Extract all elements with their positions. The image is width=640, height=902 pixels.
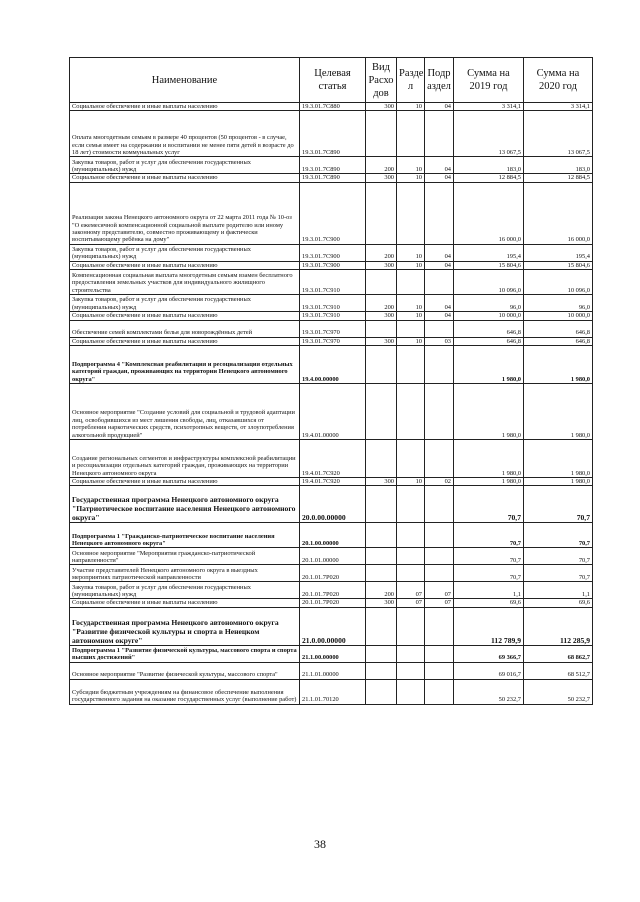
row-sum-2020: 12 884,5 [524, 174, 593, 182]
row-target-article: 20.0.00.00000 [300, 486, 366, 523]
table-header-row [70, 58, 593, 103]
table-row [70, 320, 593, 337]
row-expense-type: 300 [366, 103, 397, 111]
row-name: Создание региональных сегментов и инфраструктуры комплексной реабилитации и ресоциализации отдельных категорий граждан, проживающих на территории Ненецкого автономного округа [70, 440, 300, 478]
row-target-article: 19.3.01.7С910 [300, 295, 366, 312]
row-name: Государственная программа Ненецкого автономного округа "Развитие физической культуры и спорта в Ненецком автономном округе" [70, 607, 300, 645]
row-sum-2020: 1 980,0 [524, 346, 593, 384]
row-sum-2020: 50 232,7 [524, 679, 593, 704]
row-sum-2019: 1 980,0 [454, 346, 524, 384]
row-section [397, 662, 425, 679]
row-section: 10 [397, 295, 425, 312]
table-row [70, 645, 593, 662]
row-name: Оплата многодетным семьям в размере 40 процентов (50 процентов - в случае, если семья имеет на содержании и воспитании не менее пяти детей в возрасте до 18 лет) стоимости коммунальных услуг [70, 111, 300, 157]
row-expense-type [366, 182, 397, 244]
row-target-article: 19.3.01.7С900 [300, 182, 366, 244]
row-target-article: 19.3.01.7С900 [300, 244, 366, 261]
row-target-article: 19.3.01.7С900 [300, 261, 366, 269]
row-expense-type [366, 384, 397, 440]
table-row [70, 384, 593, 440]
row-name: Обеспечение семей комплектами белья для новорождённых детей [70, 320, 300, 337]
row-target-article: 20.1.01.7Р020 [300, 599, 366, 607]
row-sum-2019: 112 789,9 [454, 607, 524, 645]
row-expense-type [366, 346, 397, 384]
row-sum-2019: 646,8 [454, 320, 524, 337]
row-target-article: 19.3.01.7С890 [300, 157, 366, 174]
row-subsection [425, 111, 454, 157]
row-sum-2020: 3 314,1 [524, 103, 593, 111]
row-sum-2019: 1 980,0 [454, 440, 524, 478]
row-section: 10 [397, 261, 425, 269]
row-sum-2020: 646,8 [524, 337, 593, 345]
row-section [397, 111, 425, 157]
row-name: Социальное обеспечение и иные выплаты населению [70, 261, 300, 269]
row-section: 10 [397, 157, 425, 174]
row-subsection: 07 [425, 599, 454, 607]
row-subsection [425, 346, 454, 384]
row-section [397, 346, 425, 384]
row-sum-2020: 68 512,7 [524, 662, 593, 679]
row-sum-2019: 195,4 [454, 244, 524, 261]
row-section: 10 [397, 103, 425, 111]
row-target-article: 19.3.01.7С890 [300, 174, 366, 182]
table-row [70, 312, 593, 320]
row-expense-type: 300 [366, 599, 397, 607]
row-sum-2019: 50 232,7 [454, 679, 524, 704]
row-target-article: 21.1.00.00000 [300, 645, 366, 662]
table-row [70, 548, 593, 565]
table-row [70, 599, 593, 607]
row-sum-2019: 10 000,0 [454, 312, 524, 320]
row-section: 07 [397, 582, 425, 599]
table-row [70, 486, 593, 523]
row-sum-2019: 96,0 [454, 295, 524, 312]
row-name: Подпрограмма 1 "Развитие физической культуры, массового спорта и спорта высших достижений" [70, 645, 300, 662]
row-target-article: 21.0.00.00000 [300, 607, 366, 645]
row-sum-2020: 70,7 [524, 486, 593, 523]
header-sum-2020: Сумма на 2020 год [524, 58, 593, 103]
row-expense-type [366, 320, 397, 337]
row-sum-2020: 1 980,0 [524, 478, 593, 486]
row-sum-2019: 3 314,1 [454, 103, 524, 111]
row-expense-type: 300 [366, 337, 397, 345]
row-subsection [425, 565, 454, 582]
row-subsection [425, 548, 454, 565]
row-section [397, 645, 425, 662]
table-row [70, 607, 593, 645]
row-sum-2019: 70,7 [454, 548, 524, 565]
row-expense-type: 200 [366, 295, 397, 312]
row-target-article: 20.1.00.00000 [300, 523, 366, 548]
row-name: Основное мероприятие "Развитие физической культуры, массового спорта" [70, 662, 300, 679]
header-target-article: Целевая статья [300, 58, 366, 103]
row-section [397, 270, 425, 295]
table-row [70, 662, 593, 679]
row-target-article: 20.1.01.00000 [300, 548, 366, 565]
table-row [70, 478, 593, 486]
row-sum-2019: 70,7 [454, 523, 524, 548]
table-row [70, 346, 593, 384]
row-target-article: 19.4.01.7С920 [300, 478, 366, 486]
row-sum-2019: 15 804,6 [454, 261, 524, 269]
row-section [397, 523, 425, 548]
row-name: Подпрограмма 1 "Гражданско-патриотическое воспитание населения Ненецкого автономного округа" [70, 523, 300, 548]
row-name: Субсидии бюджетным учреждениям на финансовое обеспечение выполнения государственного задания на оказание государственных услуг (выполнение работ) [70, 679, 300, 704]
row-target-article: 21.1.01.00000 [300, 662, 366, 679]
table-row [70, 523, 593, 548]
row-subsection: 07 [425, 582, 454, 599]
row-name: Реализация закона Ненецкого автономного округа от 22 марта 2011 года № 10-оз "О ежемесячной компенсационной социальной выплате родителю или иному законному представителю, совместно проживающему и фактически воспитывающему ребёнка на дому" [70, 182, 300, 244]
row-sum-2019: 69,6 [454, 599, 524, 607]
row-sum-2020: 10 000,0 [524, 312, 593, 320]
row-subsection: 04 [425, 312, 454, 320]
row-subsection: 04 [425, 244, 454, 261]
page-number: 38 [314, 837, 326, 851]
row-subsection [425, 607, 454, 645]
row-sum-2020: 68 862,7 [524, 645, 593, 662]
row-name: Участие представителей Ненецкого автономного округа в выездных мероприятиях патриотической направленности [70, 565, 300, 582]
row-section [397, 384, 425, 440]
row-target-article: 20.1.01.7Р020 [300, 582, 366, 599]
row-sum-2019: 69 016,7 [454, 662, 524, 679]
row-sum-2019: 1 980,0 [454, 384, 524, 440]
row-expense-type: 200 [366, 244, 397, 261]
row-sum-2020: 1,1 [524, 582, 593, 599]
row-subsection: 02 [425, 478, 454, 486]
row-target-article: 19.4.01.7С920 [300, 440, 366, 478]
row-section: 10 [397, 337, 425, 345]
row-sum-2020: 112 285,9 [524, 607, 593, 645]
row-name: Социальное обеспечение и иные выплаты населению [70, 312, 300, 320]
table-row [70, 261, 593, 269]
row-expense-type [366, 111, 397, 157]
table-row [70, 440, 593, 478]
row-subsection [425, 662, 454, 679]
row-expense-type [366, 662, 397, 679]
row-target-article: 19.3.01.7С970 [300, 337, 366, 345]
row-name: Социальное обеспечение и иные выплаты населению [70, 174, 300, 182]
row-sum-2020: 1 980,0 [524, 384, 593, 440]
row-sum-2020: 15 804,6 [524, 261, 593, 269]
table-row [70, 174, 593, 182]
table-row [70, 157, 593, 174]
row-sum-2019: 1,1 [454, 582, 524, 599]
row-subsection: 04 [425, 261, 454, 269]
row-expense-type [366, 270, 397, 295]
row-subsection: 03 [425, 337, 454, 345]
table-row [70, 582, 593, 599]
row-sum-2019: 13 067,5 [454, 111, 524, 157]
row-name: Основное мероприятие "Мероприятия гражданско-патриотической направленности" [70, 548, 300, 565]
row-expense-type: 300 [366, 174, 397, 182]
row-section [397, 486, 425, 523]
row-name: Подпрограмма 4 "Комплексная реабилитация и ресоциализация отдельных категорий граждан, проживающих на территории Ненецкого автономного округа" [70, 346, 300, 384]
row-section: 10 [397, 244, 425, 261]
header-name: Наименование [70, 58, 300, 103]
table-row [70, 182, 593, 244]
row-expense-type: 300 [366, 478, 397, 486]
table-row [70, 244, 593, 261]
row-name: Социальное обеспечение и иные выплаты населению [70, 337, 300, 345]
header-subsection: Подр аздел [425, 58, 454, 103]
row-sum-2019: 646,8 [454, 337, 524, 345]
row-sum-2020: 646,8 [524, 320, 593, 337]
row-name: Социальное обеспечение и иные выплаты населению [70, 103, 300, 111]
row-sum-2020: 96,0 [524, 295, 593, 312]
header-expense-type: Вид Расхо дов [366, 58, 397, 103]
row-name: Государственная программа Ненецкого автономного округа "Патриотическое воспитание населения Ненецкого автономного округа" [70, 486, 300, 523]
row-sum-2020: 183,0 [524, 157, 593, 174]
row-target-article: 19.3.01.7С970 [300, 320, 366, 337]
row-sum-2019: 183,0 [454, 157, 524, 174]
row-name: Социальное обеспечение и иные выплаты населению [70, 599, 300, 607]
row-sum-2019: 12 884,5 [454, 174, 524, 182]
table-row [70, 679, 593, 704]
row-section: 10 [397, 312, 425, 320]
row-subsection: 04 [425, 103, 454, 111]
row-target-article: 19.3.01.7С910 [300, 270, 366, 295]
row-name: Закупка товаров, работ и услуг для обеспечения государственных (муниципальных) нужд [70, 295, 300, 312]
row-section [397, 548, 425, 565]
row-section [397, 679, 425, 704]
table-row [70, 103, 593, 111]
row-subsection [425, 679, 454, 704]
row-name: Компенсационная социальная выплата многодетным семьям взамен бесплатного предоставления земельных участков для индивидуального жилищного строительства [70, 270, 300, 295]
row-target-article: 19.3.01.7С880 [300, 103, 366, 111]
row-sum-2019: 1 980,0 [454, 478, 524, 486]
table-body [70, 103, 593, 705]
row-sum-2020: 70,7 [524, 523, 593, 548]
row-subsection: 04 [425, 174, 454, 182]
row-sum-2019: 70,7 [454, 486, 524, 523]
row-expense-type [366, 645, 397, 662]
table-row [70, 565, 593, 582]
row-sum-2019: 10 096,0 [454, 270, 524, 295]
row-target-article: 21.1.01.70120 [300, 679, 366, 704]
row-subsection [425, 384, 454, 440]
row-subsection: 04 [425, 157, 454, 174]
row-sum-2020: 70,7 [524, 565, 593, 582]
row-subsection [425, 523, 454, 548]
row-sum-2020: 69,6 [524, 599, 593, 607]
row-expense-type [366, 486, 397, 523]
row-sum-2020: 10 096,0 [524, 270, 593, 295]
table-row [70, 270, 593, 295]
row-subsection [425, 440, 454, 478]
header-sum-2019: Сумма на 2019 год [454, 58, 524, 103]
row-section: 10 [397, 174, 425, 182]
row-section: 10 [397, 478, 425, 486]
row-name: Социальное обеспечение и иные выплаты населению [70, 478, 300, 486]
row-section [397, 565, 425, 582]
row-sum-2020: 195,4 [524, 244, 593, 261]
row-sum-2019: 69 366,7 [454, 645, 524, 662]
row-target-article: 19.3.01.7С910 [300, 312, 366, 320]
row-expense-type [366, 565, 397, 582]
row-expense-type [366, 548, 397, 565]
row-name: Закупка товаров, работ и услуг для обеспечения государственных (муниципальных) нужд [70, 157, 300, 174]
row-subsection [425, 486, 454, 523]
row-expense-type [366, 679, 397, 704]
row-section [397, 607, 425, 645]
row-name: Закупка товаров, работ и услуг для обеспечения государственных (муниципальных) нужд [70, 244, 300, 261]
row-expense-type [366, 523, 397, 548]
row-target-article: 19.4.01.00000 [300, 384, 366, 440]
row-name: Основное мероприятие "Создание условий для социальной и трудовой адаптации лиц, освободившихся из мест лишения свободы, лиц, отказавшихся от потребления наркотических средств, психотропных веществ, от злоупотребления алкогольной продукцией" [70, 384, 300, 440]
row-sum-2020: 1 980,0 [524, 440, 593, 478]
row-subsection [425, 270, 454, 295]
row-target-article: 19.4.00.00000 [300, 346, 366, 384]
row-sum-2020: 16 000,0 [524, 182, 593, 244]
row-section [397, 182, 425, 244]
row-expense-type: 200 [366, 582, 397, 599]
row-section [397, 440, 425, 478]
row-sum-2019: 16 000,0 [454, 182, 524, 244]
row-name: Закупка товаров, работ и услуг для обеспечения государственных (муниципальных) нужд [70, 582, 300, 599]
row-section: 07 [397, 599, 425, 607]
row-subsection [425, 182, 454, 244]
table-row [70, 295, 593, 312]
row-section [397, 320, 425, 337]
row-sum-2020: 70,7 [524, 548, 593, 565]
table-row [70, 337, 593, 345]
row-expense-type [366, 440, 397, 478]
row-subsection [425, 320, 454, 337]
table-row [70, 111, 593, 157]
row-expense-type: 300 [366, 312, 397, 320]
row-expense-type: 300 [366, 261, 397, 269]
row-target-article: 20.1.01.7Р020 [300, 565, 366, 582]
row-sum-2020: 13 067,5 [524, 111, 593, 157]
row-target-article: 19.3.01.7С890 [300, 111, 366, 157]
row-expense-type: 200 [366, 157, 397, 174]
budget-table [69, 57, 593, 705]
row-subsection: 04 [425, 295, 454, 312]
row-expense-type [366, 607, 397, 645]
header-section: Разде л [397, 58, 425, 103]
row-sum-2019: 70,7 [454, 565, 524, 582]
row-subsection [425, 645, 454, 662]
